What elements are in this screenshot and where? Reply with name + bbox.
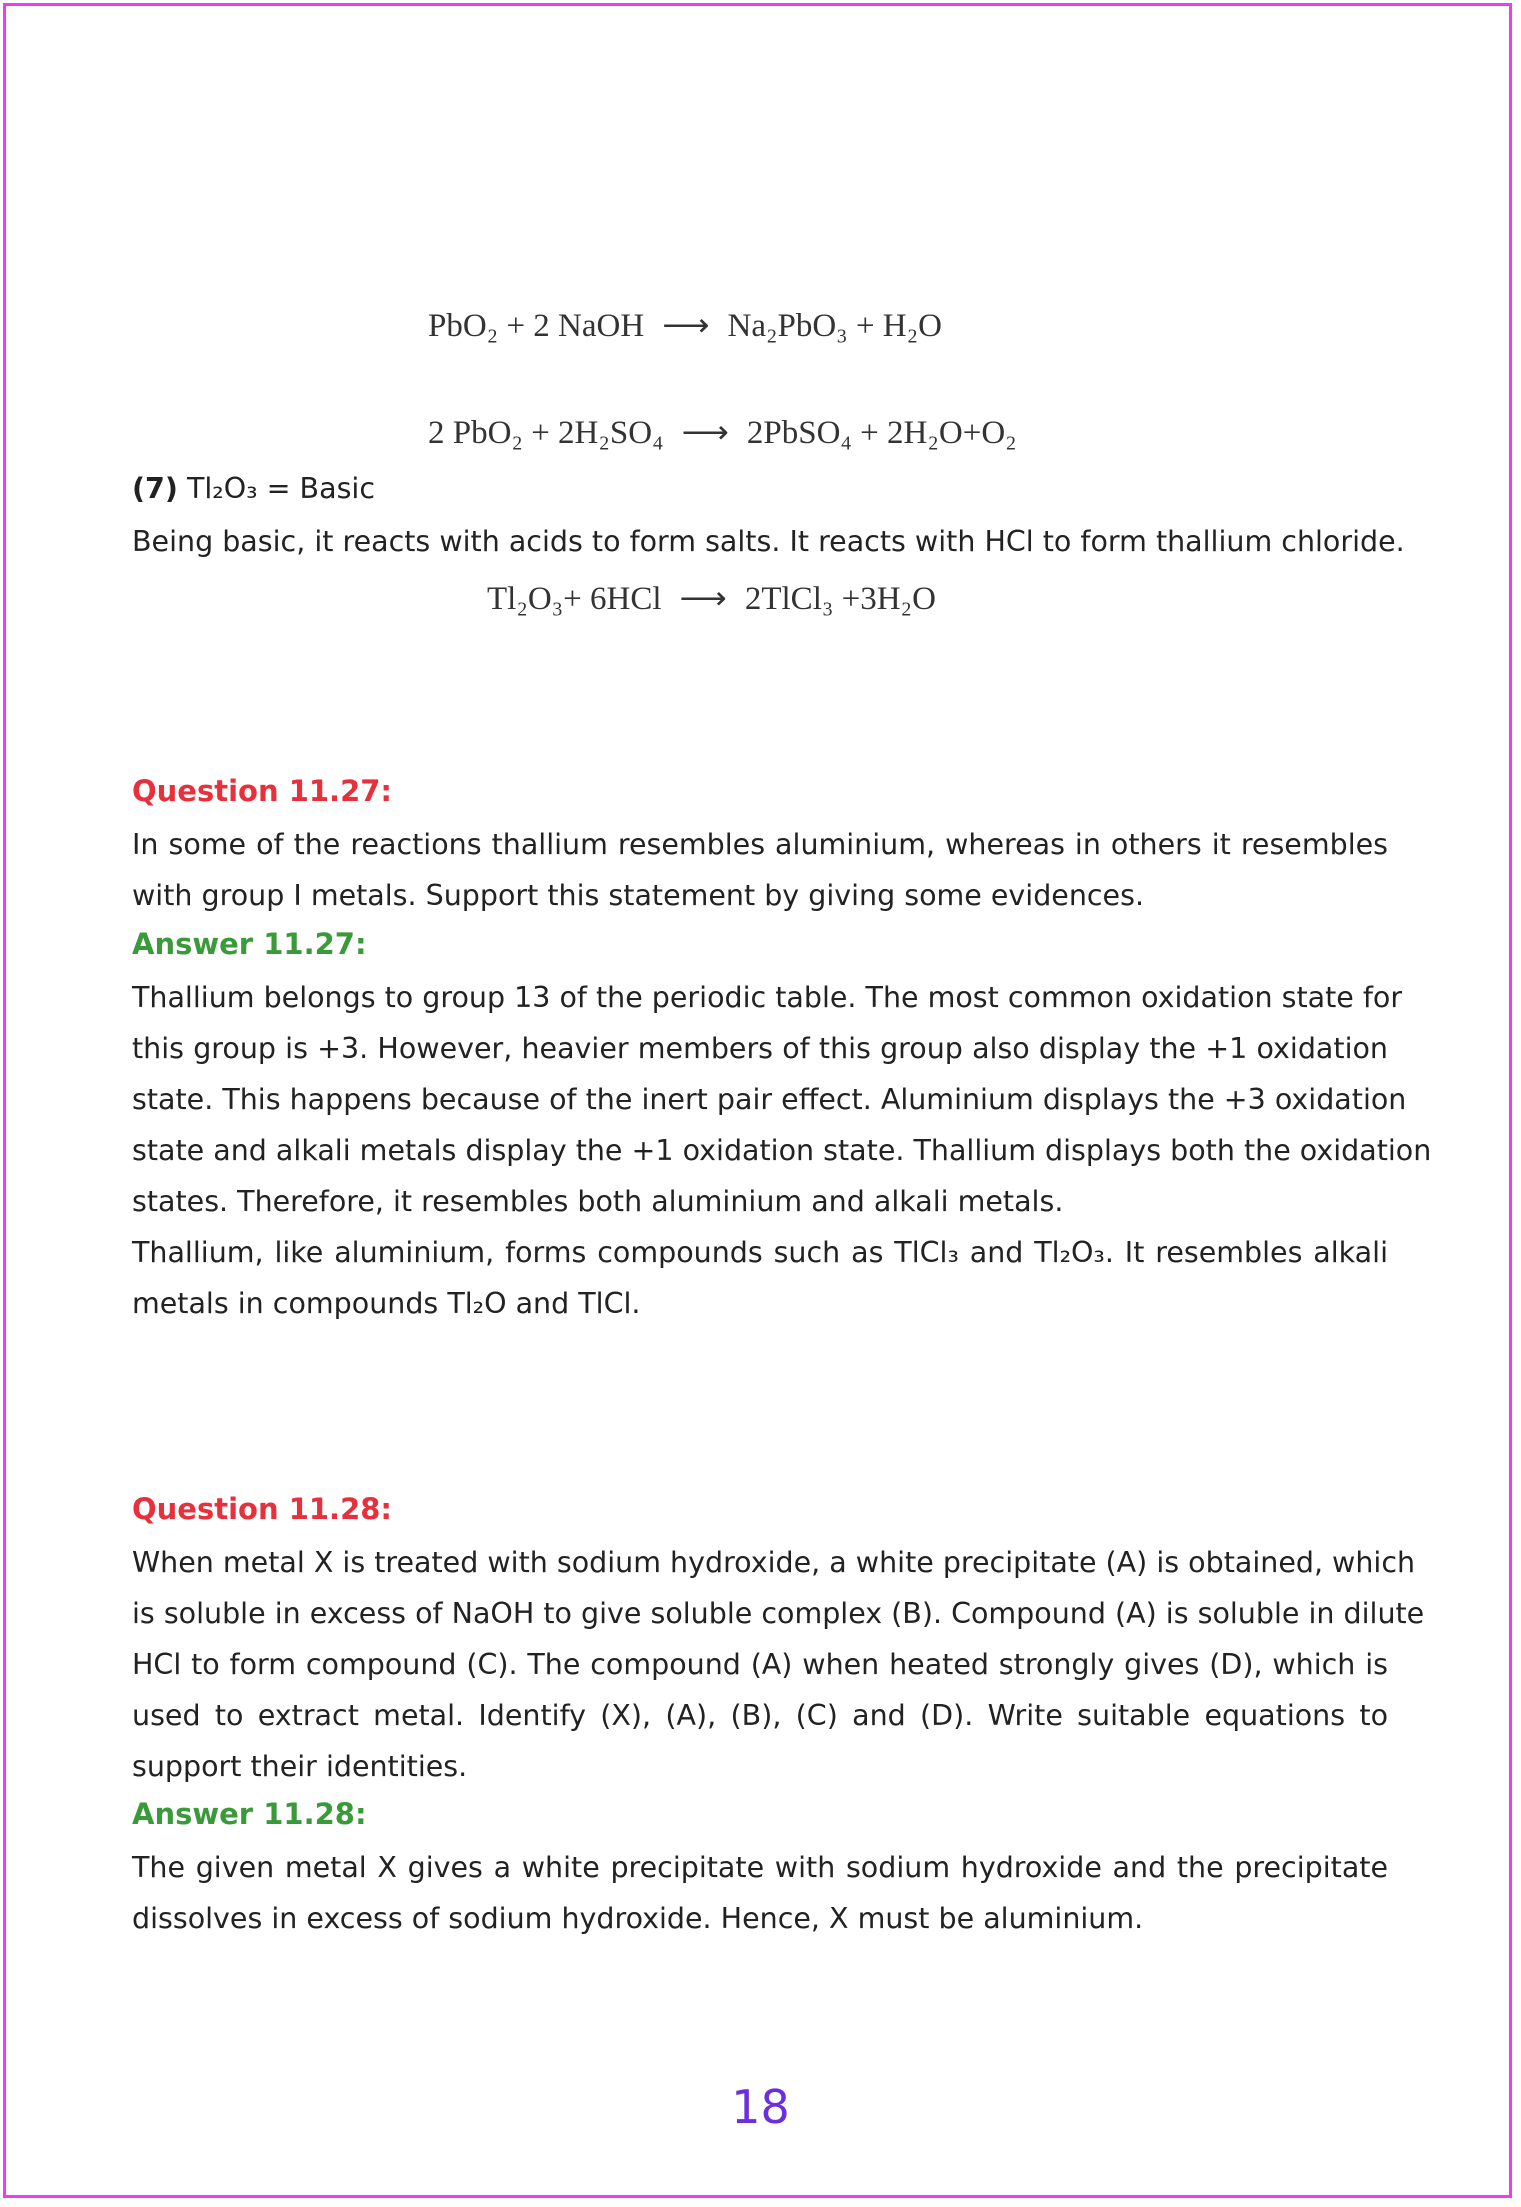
text-line: support their identities. xyxy=(132,1750,468,1783)
answer-11-27-body xyxy=(132,972,1432,1329)
text-line: used to extract metal. Identify (X), (A), (B), (C) and (D). Write suitable equations to xyxy=(132,1699,1388,1732)
reaction-arrow-icon: ⟶ xyxy=(662,308,710,344)
equation-pbo2-h2so4 xyxy=(428,412,1017,452)
text-line: state. This happens because of the inert pair effect. Aluminium displays the +3 oxidation xyxy=(132,1083,1407,1116)
text-line: is soluble in excess of NaOH to give soluble complex (B). Compound (A) is soluble in dilute xyxy=(132,1597,1425,1630)
text-line: The given metal X gives a white precipitate with sodium hydroxide and the precipitate xyxy=(132,1851,1388,1884)
text-line: Thallium belongs to group 13 of the periodic table. The most common oxidation state for xyxy=(132,981,1403,1014)
text-line: metals in compounds Tl₂O and TlCl. xyxy=(132,1287,641,1320)
equation-tl2o3-hcl xyxy=(487,578,936,618)
equation-pbo2-naoh xyxy=(428,305,942,345)
text-line: states. Therefore, it resembles both aluminium and alkali metals. xyxy=(132,1185,1064,1218)
question-11-27-heading: Question 11.27: xyxy=(132,774,393,808)
item-7-explanation xyxy=(132,516,1405,567)
page-number: 18 xyxy=(731,2080,790,2134)
text-line: When metal X is treated with sodium hydroxide, a white precipitate (A) is obtained, which xyxy=(132,1546,1416,1579)
text-line: In some of the reactions thallium resembles aluminium, whereas in others it resembles xyxy=(132,828,1388,861)
question-11-27-body xyxy=(132,819,1388,921)
equation-lhs: Tl₂O₃+ 6HCl xyxy=(487,581,662,617)
equation-rhs: 2PbSO₄ + 2H₂O+O₂ xyxy=(746,415,1017,451)
equation-lhs: PbO₂ + 2 NaOH xyxy=(428,308,645,344)
item-number: (7) xyxy=(132,472,178,505)
text-line: HCl to form compound (C). The compound (A) when heated strongly gives (D), which is xyxy=(132,1648,1388,1681)
text-line: Thallium, like aluminium, forms compounds such as TlCl₃ and Tl₂O₃. It resembles alkali xyxy=(132,1236,1388,1269)
answer-11-27-heading: Answer 11.27: xyxy=(132,927,367,961)
equation-rhs: Na₂PbO₃ + H₂O xyxy=(727,308,942,344)
answer-11-28-body xyxy=(132,1842,1388,1944)
text-line: state and alkali metals display the +1 oxidation state. Thallium displays both the oxidation xyxy=(132,1134,1432,1167)
item-7 xyxy=(132,472,375,505)
reaction-arrow-icon: ⟶ xyxy=(681,415,729,451)
text-line: Being basic, it reacts with acids to form salts. It reacts with HCl to form thallium chloride. xyxy=(132,525,1405,558)
question-11-28-heading: Question 11.28: xyxy=(132,1492,393,1526)
text-line: with group I metals. Support this statement by giving some evidences. xyxy=(132,879,1145,912)
item-text: Tl₂O₃ = Basic xyxy=(186,472,376,505)
question-11-28-body xyxy=(132,1537,1425,1792)
reaction-arrow-icon: ⟶ xyxy=(679,581,727,617)
answer-11-28-heading: Answer 11.28: xyxy=(132,1797,367,1831)
text-line: dissolves in excess of sodium hydroxide. Hence, X must be aluminium. xyxy=(132,1902,1144,1935)
equation-lhs: 2 PbO₂ + 2H₂SO₄ xyxy=(428,415,664,451)
equation-rhs: 2TlCl₃ +3H₂O xyxy=(744,581,936,617)
text-line: this group is +3. However, heavier members of this group also display the +1 oxidation xyxy=(132,1032,1388,1065)
